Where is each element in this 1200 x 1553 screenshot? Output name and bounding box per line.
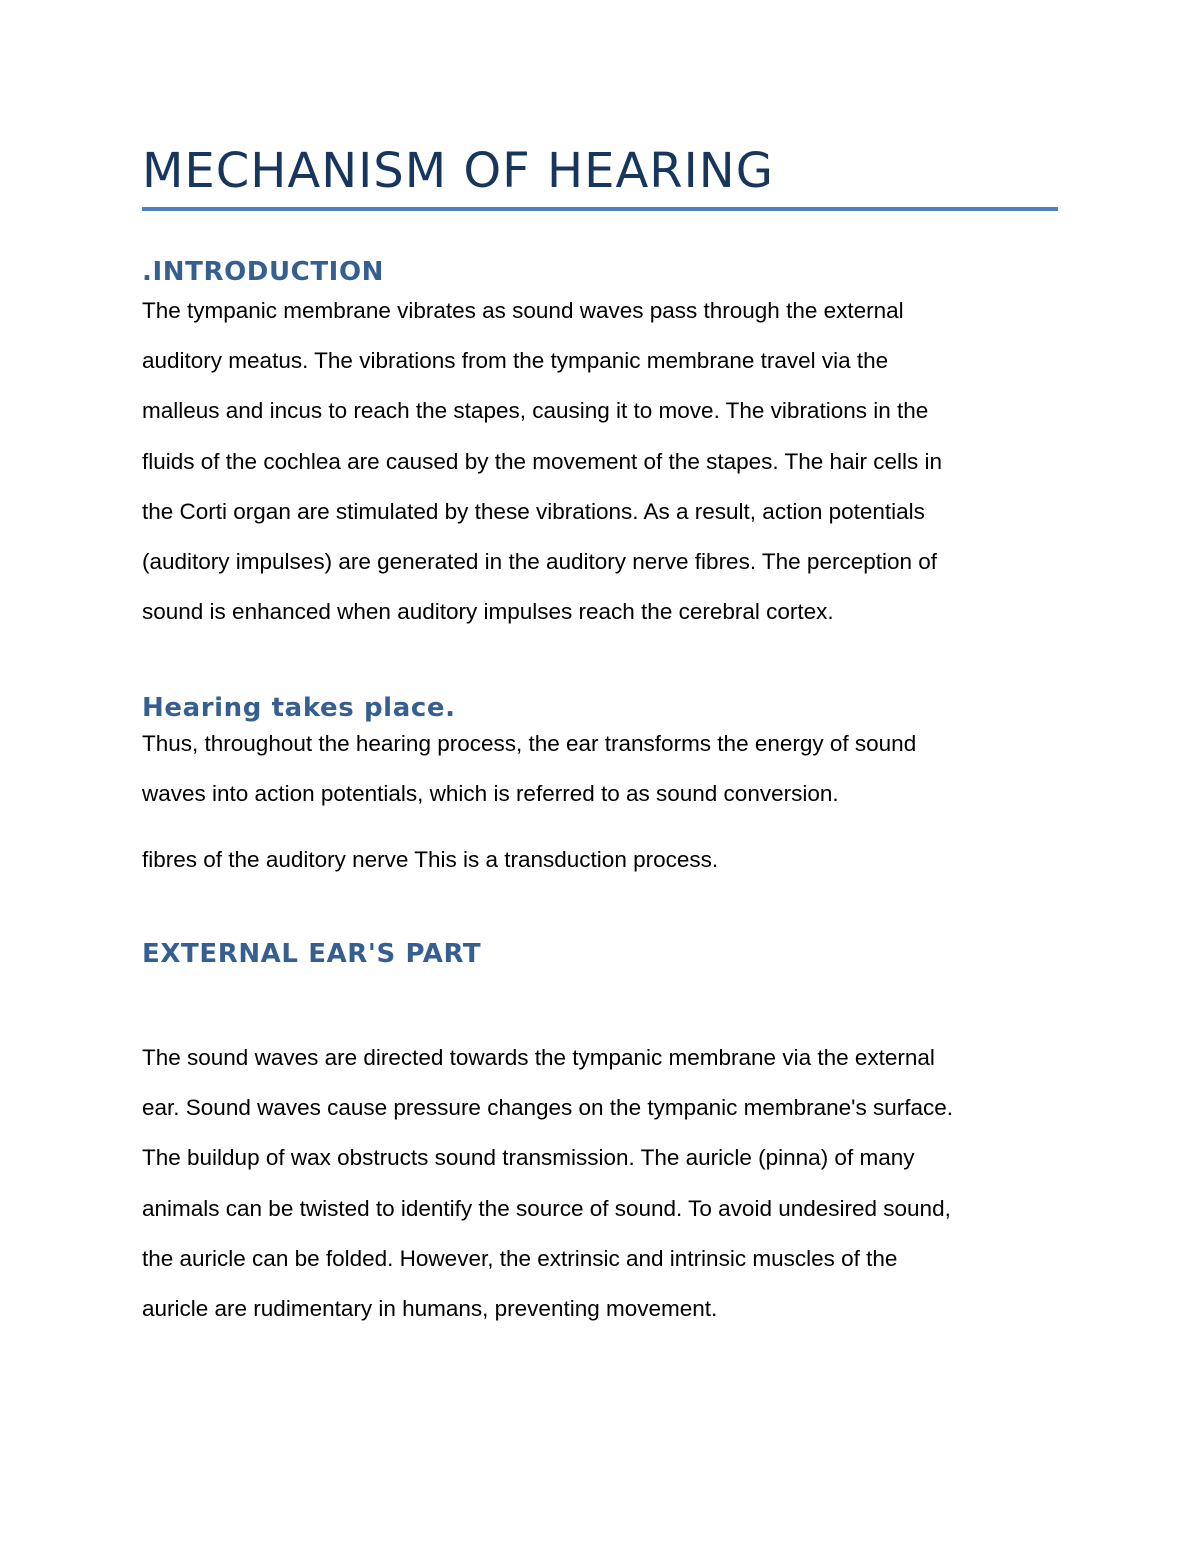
text-line: fluids of the cochlea are caused by the movement of the stapes. The hair cells in (142, 448, 943, 474)
paragraph-transduction (142, 845, 718, 895)
text-line: ear. Sound waves cause pressure changes on the tympanic membrane's surface. (142, 1095, 953, 1121)
text-line: auricle are rudimentary in humans, preventing movement. (142, 1295, 718, 1321)
text-line: the auricle can be folded. However, the extrinsic and intrinsic muscles of the (142, 1245, 898, 1271)
text-line: the Corti organ are stimulated by these vibrations. As a result, action potentials (142, 498, 925, 524)
paragraph-external-ear (142, 1043, 953, 1344)
heading-external-ear: EXTERNAL EAR'S PART (142, 939, 482, 969)
text-line: The sound waves are directed towards the tympanic membrane via the external (142, 1045, 935, 1070)
text-line: The tympanic membrane vibrates as sound waves pass through the external (142, 298, 904, 323)
heading-introduction: .INTRODUCTION (142, 257, 385, 287)
text-line: fibres of the auditory nerve This is a transduction process. (142, 847, 719, 872)
text-line: (auditory impulses) are generated in the auditory nerve fibres. The perception of (142, 548, 938, 574)
title-underline (142, 207, 1058, 211)
paragraph-hearing (142, 729, 916, 829)
text-line: The buildup of wax obstructs sound transmission. The auricle (pinna) of many (142, 1145, 915, 1171)
document-title: MECHANISM OF HEARING (142, 143, 774, 199)
text-line: Thus, throughout the hearing process, the ear transforms the energy of sound (142, 731, 917, 756)
text-line: sound is enhanced when auditory impulses reach the cerebral cortex. (142, 599, 834, 625)
text-line: auditory meatus. The vibrations from the tympanic membrane travel via the (142, 348, 889, 374)
text-line: animals can be twisted to identify the source of sound. To avoid undesired sound, (142, 1195, 951, 1221)
text-line: malleus and incus to reach the stapes, causing it to move. The vibrations in the (142, 398, 929, 424)
document-page (142, 0, 1060, 1553)
paragraph-introduction (142, 296, 942, 647)
heading-hearing-takes-place: Hearing takes place. (142, 693, 456, 723)
text-line: waves into action potentials, which is referred to as sound conversion. (142, 781, 839, 807)
